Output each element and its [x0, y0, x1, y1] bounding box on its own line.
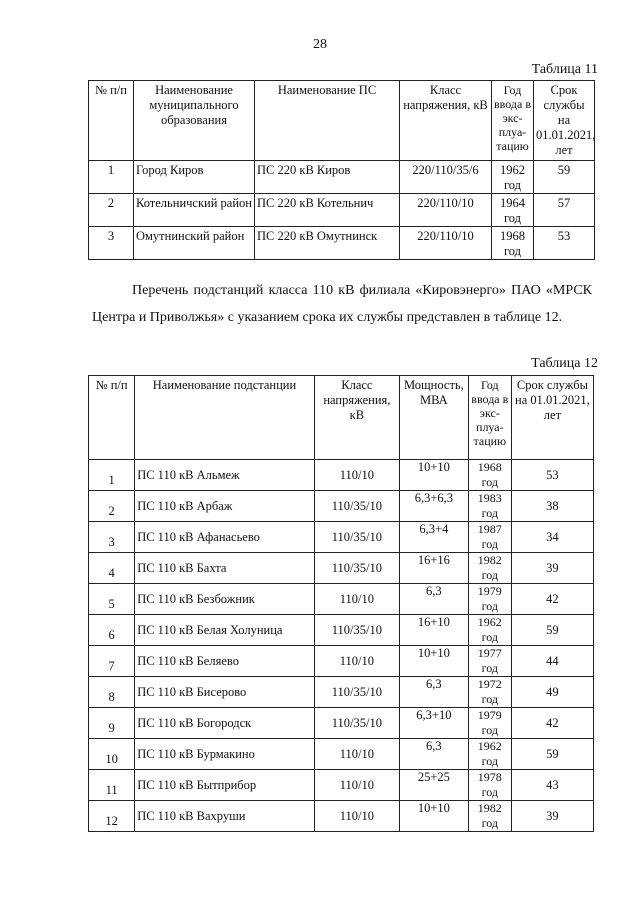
table-cell: ПС 110 кВ Арбаж [135, 491, 315, 522]
table-cell: 53 [511, 460, 593, 491]
table-cell: 10+10 [399, 460, 468, 491]
table-cell: 220/110/10 [400, 227, 492, 260]
table-row [89, 584, 594, 615]
table-cell: ПС 220 кВ Киров [255, 161, 400, 194]
table-cell: 6,3+6,3 [399, 491, 468, 522]
table-cell: 59 [511, 615, 593, 646]
table-cell: ПС 110 кВ Альмеж [135, 460, 315, 491]
table-cell: ПС 110 кВ Бытприбор [135, 770, 315, 801]
table-cell: 12 [89, 801, 135, 832]
table-cell: 110/10 [314, 584, 399, 615]
table-cell: 1968 год [468, 460, 511, 491]
table-cell: Котельничский район [134, 194, 255, 227]
table-cell: 1 [89, 460, 135, 491]
header-cell: Наименование ПС [255, 81, 400, 161]
table-cell: 42 [511, 708, 593, 739]
table-cell: 1977 год [468, 646, 511, 677]
paragraph-text: Перечень подстанций класса 110 кВ филиала «Кировэнерго» ПАО «МРСК Центра и Приволжья» с указанием срока их службы представлен в таблице 12. [92, 283, 592, 325]
header-cell: № п/п [89, 376, 135, 460]
table-cell: 44 [511, 646, 593, 677]
table-cell: 5 [89, 584, 135, 615]
table12-caption: Таблица 12 [531, 356, 598, 371]
table-cell: 1978 год [468, 770, 511, 801]
table-cell: 16+10 [399, 615, 468, 646]
body-paragraph [92, 277, 592, 331]
page-number: 28 [313, 37, 327, 52]
header-cell: Класс напряжения, кВ [400, 81, 492, 161]
table-cell: ПС 110 кВ Вахруши [135, 801, 315, 832]
table-cell: 1962 год [468, 615, 511, 646]
table-cell: 10 [89, 739, 135, 770]
table-cell: 110/10 [314, 460, 399, 491]
table-row [89, 677, 594, 708]
table-cell: 1962 год [468, 739, 511, 770]
table-cell: 110/35/10 [314, 615, 399, 646]
table-cell: 6 [89, 615, 135, 646]
table-cell: 43 [511, 770, 593, 801]
table-cell: 59 [534, 161, 595, 194]
table-cell: 6,3+4 [399, 522, 468, 553]
table-cell: ПС 110 кВ Бахта [135, 553, 315, 584]
table-cell: 110/35/10 [314, 708, 399, 739]
table-cell: 1964 год [492, 194, 534, 227]
table-cell: 6,3 [399, 584, 468, 615]
table11-caption: Таблица 11 [531, 62, 598, 77]
table-cell: 11 [89, 770, 135, 801]
table-cell: 53 [534, 227, 595, 260]
header-cell: Класс напряжения, кВ [314, 376, 399, 460]
table-cell: 4 [89, 553, 135, 584]
table-cell: ПС 110 кВ Афанасьево [135, 522, 315, 553]
header-cell: Год ввода в экс- плуа- тацию [492, 81, 534, 161]
table-cell: 9 [89, 708, 135, 739]
table-cell: 6,3 [399, 677, 468, 708]
header-cell: Год ввода в экс- плуа- тацию [468, 376, 511, 460]
table-cell: 220/110/10 [400, 194, 492, 227]
header-cell: Наименование подстанции [135, 376, 315, 460]
table-cell: 220/110/35/6 [400, 161, 492, 194]
table-row [89, 522, 594, 553]
table-cell: 110/10 [314, 801, 399, 832]
table-cell: 110/10 [314, 770, 399, 801]
table-cell: 1 [89, 161, 134, 194]
table-row [89, 491, 594, 522]
table-cell: 3 [89, 522, 135, 553]
header-cell: Наименование муниципального образования [134, 81, 255, 161]
table-cell: 1987 год [468, 522, 511, 553]
table-row [89, 646, 594, 677]
table-cell: 1979 год [468, 708, 511, 739]
table-row [89, 460, 594, 491]
table-cell: 2 [89, 194, 134, 227]
header-cell: Срок службы на 01.01.2021, лет [534, 81, 595, 161]
table-cell: 1982 год [468, 801, 511, 832]
table-cell: 1979 год [468, 584, 511, 615]
table-cell: ПС 110 кВ Богородск [135, 708, 315, 739]
table-cell: 25+25 [399, 770, 468, 801]
table-cell: 59 [511, 739, 593, 770]
table-cell: 6,3+10 [399, 708, 468, 739]
table-cell: 110/35/10 [314, 491, 399, 522]
table-cell: 7 [89, 646, 135, 677]
table-cell: ПС 110 кВ Бурмакино [135, 739, 315, 770]
table-cell: 110/35/10 [314, 553, 399, 584]
table-cell: 110/35/10 [314, 522, 399, 553]
table-row [89, 161, 595, 194]
table-cell: 39 [511, 801, 593, 832]
table-cell: 57 [534, 194, 595, 227]
table-cell: 1968 год [492, 227, 534, 260]
table-row [89, 553, 594, 584]
table-cell: ПС 220 кВ Омутнинск [255, 227, 400, 260]
table-row [89, 708, 594, 739]
table-12 [88, 375, 594, 832]
table-cell: Омутнинский район [134, 227, 255, 260]
table-cell: ПС 110 кВ Безбожник [135, 584, 315, 615]
table-cell: 38 [511, 491, 593, 522]
table-row [89, 194, 595, 227]
table-cell: 34 [511, 522, 593, 553]
table-cell: 2 [89, 491, 135, 522]
table-header-row [89, 81, 595, 161]
table-cell: 10+10 [399, 646, 468, 677]
table-header-row [89, 376, 594, 460]
table-cell: 1962 год [492, 161, 534, 194]
table-cell: 39 [511, 553, 593, 584]
table-cell: 16+16 [399, 553, 468, 584]
table-11 [88, 80, 595, 260]
table-row [89, 770, 594, 801]
table-cell: 1972 год [468, 677, 511, 708]
table-cell: ПС 110 кВ Беляево [135, 646, 315, 677]
table-row [89, 615, 594, 646]
table-cell: 8 [89, 677, 135, 708]
table-cell: Город Киров [134, 161, 255, 194]
table-cell: 110/10 [314, 646, 399, 677]
table-cell: 49 [511, 677, 593, 708]
table-row [89, 801, 594, 832]
table-cell: 3 [89, 227, 134, 260]
table-cell: ПС 220 кВ Котельнич [255, 194, 400, 227]
header-cell: Мощность, МВА [399, 376, 468, 460]
header-cell: № п/п [89, 81, 134, 161]
table-cell: 6,3 [399, 739, 468, 770]
header-cell: Срок службы на 01.01.2021, лет [511, 376, 593, 460]
table-row [89, 739, 594, 770]
table-row [89, 227, 595, 260]
table-cell: ПС 110 кВ Белая Холуница [135, 615, 315, 646]
table-cell: ПС 110 кВ Бисерово [135, 677, 315, 708]
table-cell: 110/35/10 [314, 677, 399, 708]
table-cell: 10+10 [399, 801, 468, 832]
table-cell: 42 [511, 584, 593, 615]
table-cell: 1983 год [468, 491, 511, 522]
table-cell: 1982 год [468, 553, 511, 584]
table-cell: 110/10 [314, 739, 399, 770]
